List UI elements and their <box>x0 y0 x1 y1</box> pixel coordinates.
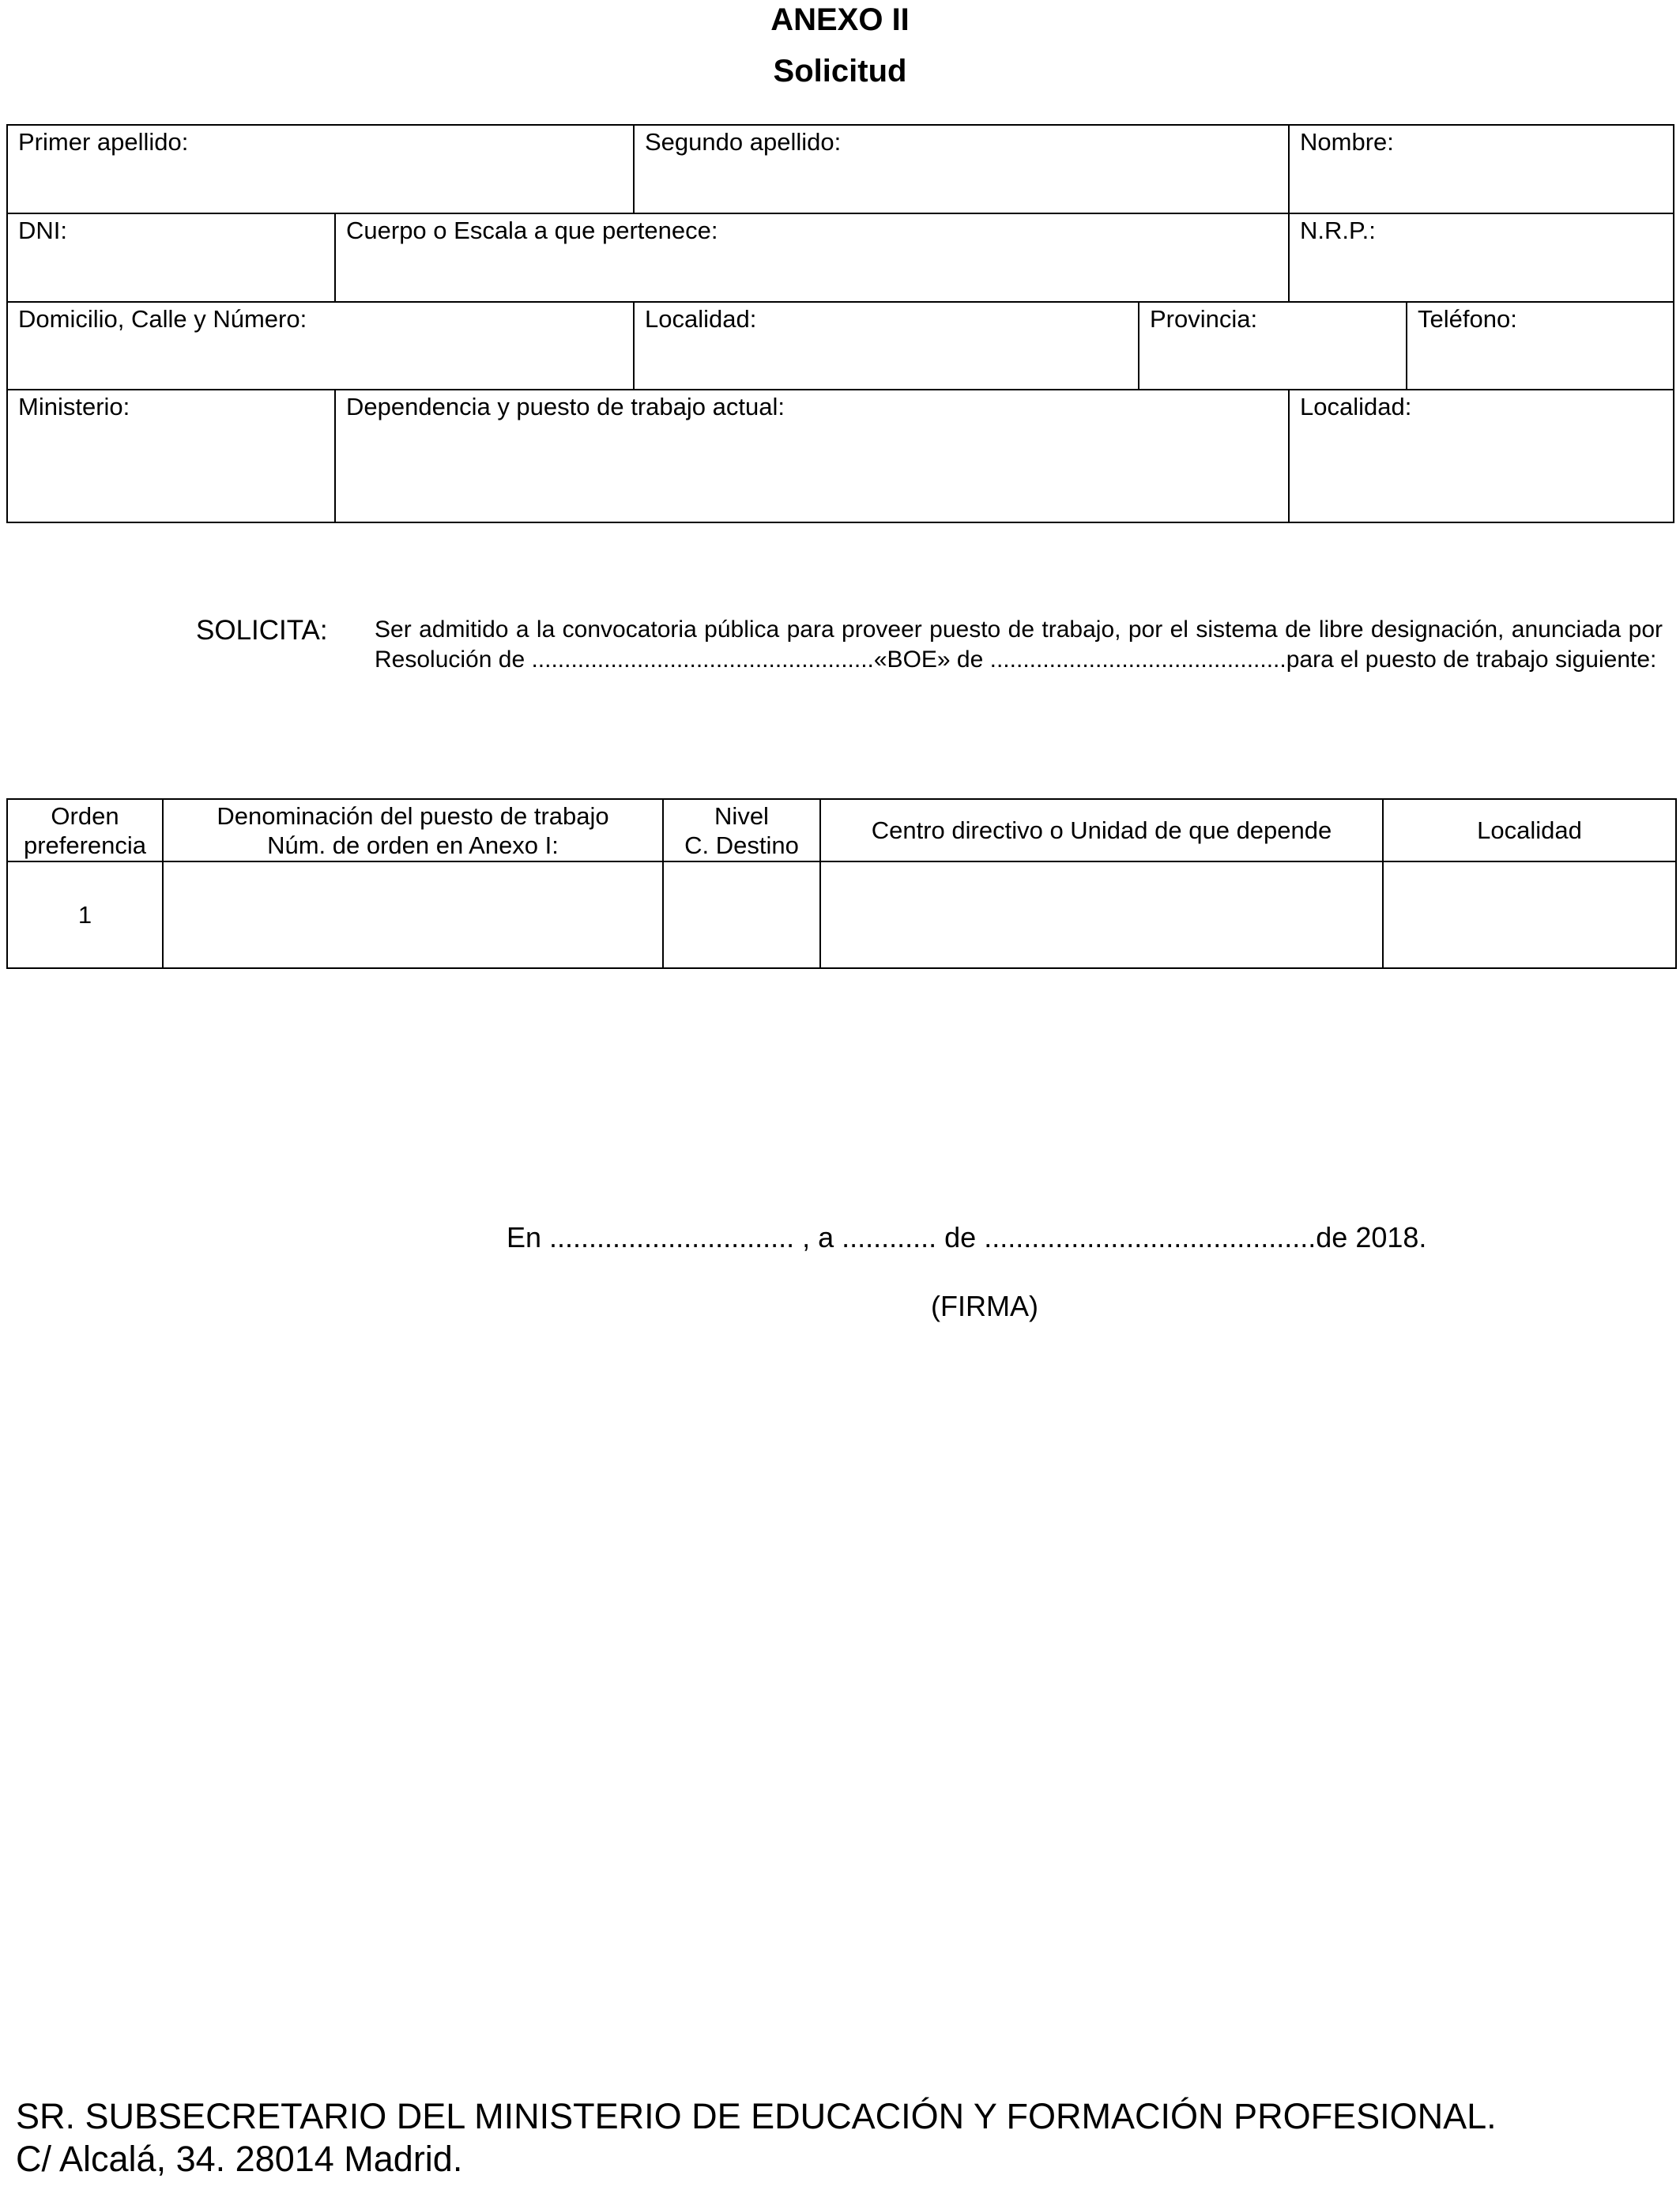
nrp-field[interactable] <box>1290 214 1673 301</box>
cuerpo-escala-field[interactable] <box>336 214 1288 301</box>
solicita-label: SOLICITA: <box>196 615 328 646</box>
positions-table <box>6 798 1677 969</box>
localidad-actual-field[interactable] <box>1290 390 1673 522</box>
column-header: Localidad <box>1383 799 1676 861</box>
document-subtitle: Solicitud <box>773 54 907 89</box>
table-cell[interactable] <box>820 861 1383 968</box>
table-cell: 1 <box>7 861 163 968</box>
nombre-field[interactable] <box>1290 126 1673 213</box>
ministerio-label: Ministerio: <box>18 393 130 420</box>
table-header-row <box>7 799 1676 861</box>
column-header: Denominación del puesto de trabajo Núm. de orden en Anexo I: <box>163 799 663 861</box>
dni-label: DNI: <box>18 217 67 244</box>
dependencia-puesto-field[interactable] <box>336 390 1288 522</box>
ministerio-field[interactable] <box>8 390 334 522</box>
place-date-line: En ............................... , a ............ de ..........................................de 2018. <box>507 1221 1427 1253</box>
localidad-field[interactable] <box>635 303 1138 389</box>
domicilio-field[interactable] <box>8 303 633 389</box>
address-line: C/ Alcalá, 34. 28014 Madrid. <box>16 2139 463 2179</box>
nombre-label: Nombre: <box>1300 128 1394 156</box>
signature-label: (FIRMA) <box>931 1290 1038 1322</box>
telefono-label: Teléfono: <box>1418 305 1517 333</box>
segundo-apellido-label: Segundo apellido: <box>645 128 842 156</box>
addressee-line: SR. SUBSECRETARIO DEL MINISTERIO DE EDUCACIÓN Y FORMACIÓN PROFESIONAL. <box>16 2096 1497 2136</box>
annex-title: ANEXO II <box>770 2 910 37</box>
localidad-actual-label: Localidad: <box>1300 393 1412 420</box>
primer-apellido-field[interactable] <box>8 126 633 213</box>
primer-apellido-label: Primer apellido: <box>18 128 189 156</box>
dni-field[interactable] <box>8 214 334 301</box>
nrp-label: N.R.P.: <box>1300 217 1376 244</box>
provincia-label: Provincia: <box>1150 305 1258 333</box>
telefono-field[interactable] <box>1407 303 1673 389</box>
column-header: Centro directivo o Unidad de que depende <box>820 799 1383 861</box>
table-cell[interactable] <box>663 861 820 968</box>
domicilio-label: Domicilio, Calle y Número: <box>18 305 307 333</box>
column-header: Nivel C. Destino <box>663 799 820 861</box>
column-header: Orden preferencia <box>7 799 163 861</box>
addressee-block <box>16 2095 1497 2181</box>
table-row <box>7 861 1676 968</box>
personal-data-form <box>6 124 1674 523</box>
provincia-field[interactable] <box>1139 303 1406 389</box>
localidad-label: Localidad: <box>645 305 757 333</box>
table-cell[interactable] <box>163 861 663 968</box>
solicita-text: Ser admitido a la convocatoria pública para proveer puesto de trabajo, por el sistema de libre designación, anunciada por Resolución de ....................................................«BOE» de .............................................para el puesto de trabajo siguiente: <box>375 616 1663 673</box>
dependencia-puesto-label: Dependencia y puesto de trabajo actual: <box>346 393 785 420</box>
cuerpo-escala-label: Cuerpo o Escala a que pertenece: <box>346 217 718 244</box>
table-cell[interactable] <box>1383 861 1676 968</box>
segundo-apellido-field[interactable] <box>635 126 1288 213</box>
